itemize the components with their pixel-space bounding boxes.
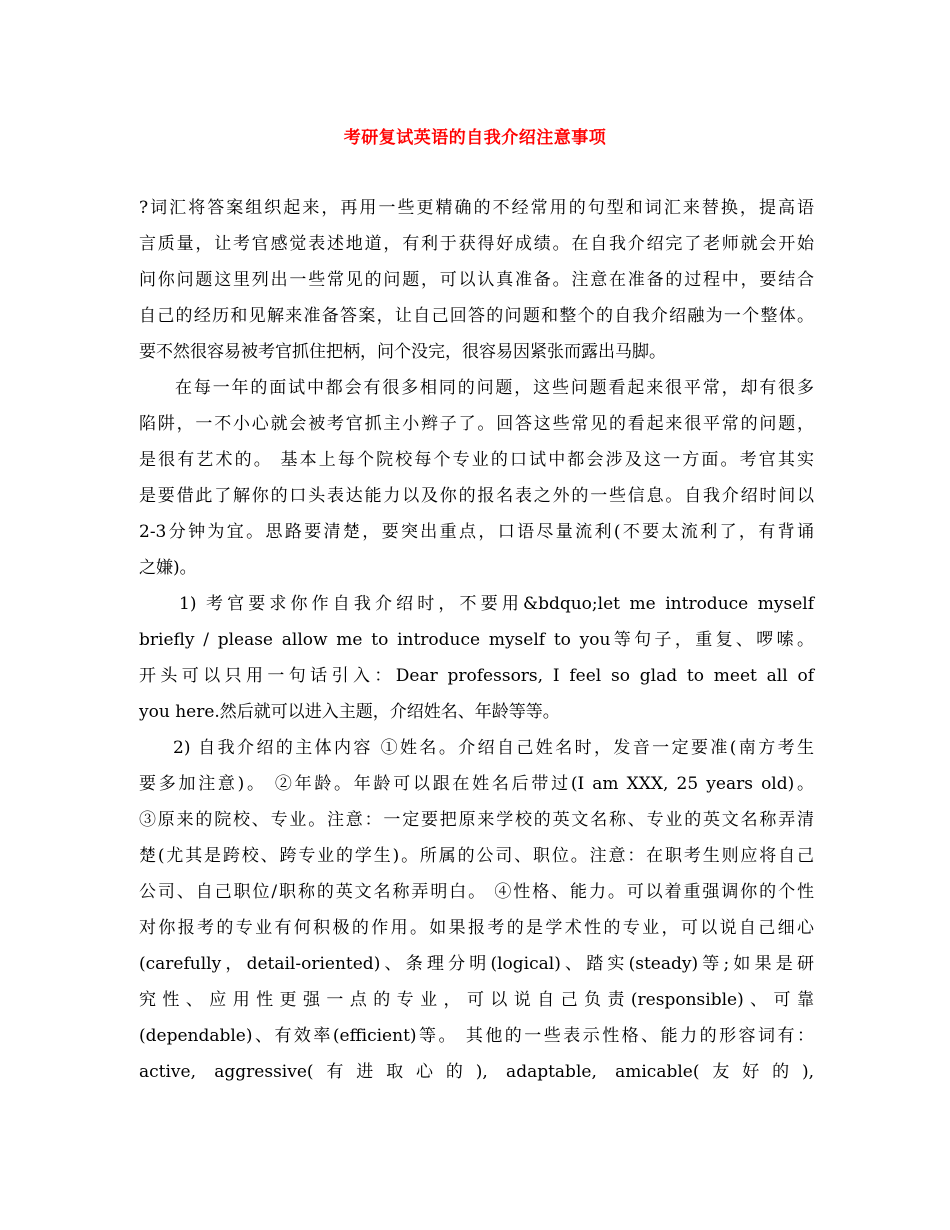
text-line: 究性、应用性更强一点的专业，可以说自己负责(responsible)、可靠	[139, 990, 814, 1010]
text-line: you here.然后就可以进入主题，介绍姓名、年龄等等。	[139, 702, 560, 722]
text-line: 在每一年的面试中都会有很多相同的问题，这些问题看起来很平常，却有很多	[175, 378, 814, 398]
text-line: 2) 自我介绍的主体内容 ①姓名。介绍自己姓名时，发音一定要准(南方考生	[173, 738, 814, 758]
text-line: 自己的经历和见解来准备答案，让自己回答的问题和整个的自我介绍融为一个整体。	[139, 306, 814, 326]
text-line: 对你报考的专业有何积极的作用。如果报考的是学术性的专业，可以说自己细心	[139, 918, 814, 938]
text-line: (carefully，detail-oriented)、条理分明(logical)、踏实(steady)等;如果是研	[139, 954, 814, 974]
document-title: 考研复试英语的自我介绍注意事项	[343, 128, 607, 148]
text-line: active, aggressive(有进取心的), adaptable, amicable(友好的),	[139, 1062, 814, 1082]
text-line: ③原来的院校、专业。注意：一定要把原来学校的英文名称、专业的英文名称弄清	[139, 810, 814, 830]
text-line: 问你问题这里列出一些常见的问题，可以认真准备。注意在准备的过程中，要结合	[139, 270, 814, 290]
text-line: briefly / please allow me to introduce myself to you等句子，重复、啰嗦。	[139, 630, 814, 650]
text-line: 要不然很容易被考官抓住把柄，问个没完，很容易因紧张而露出马脚。	[139, 342, 666, 362]
text-line: 陷阱，一不小心就会被考官抓主小辫子了。回答这些常见的看起来很平常的问题，	[139, 414, 814, 434]
text-line: 楚(尤其是跨校、跨专业的学生)。所属的公司、职位。注意：在职考生则应将自己	[139, 846, 814, 866]
text-line: 要多加注意)。 ②年龄。年龄可以跟在姓名后带过(I am XXX, 25 years old)。	[139, 774, 814, 794]
paragraph	[139, 190, 814, 370]
text-line: (dependable)、有效率(efficient)等。 其他的一些表示性格、能力的形容词有：	[139, 1026, 814, 1046]
text-line: 是很有艺术的。 基本上每个院校每个专业的口试中都会涉及这一方面。考官其实	[139, 450, 814, 470]
text-line: 之嫌)。	[139, 558, 197, 578]
document-body	[139, 190, 814, 1090]
text-line: 2-3分钟为宜。思路要清楚，要突出重点，口语尽量流利(不要太流利了，有背诵	[139, 522, 814, 542]
text-line: 公司、自己职位/职称的英文名称弄明白。 ④性格、能力。可以着重强调你的个性	[139, 882, 814, 902]
text-line: ?词汇将答案组织起来，再用一些更精确的不经常用的句型和词汇来替换，提高语	[139, 198, 814, 218]
text-line: 言质量，让考官感觉表述地道，有利于获得好成绩。在自我介绍完了老师就会开始	[139, 234, 814, 254]
paragraph	[139, 586, 814, 730]
text-line: 是要借此了解你的口头表达能力以及你的报名表之外的一些信息。自我介绍时间以	[139, 486, 814, 506]
paragraph	[139, 730, 814, 1090]
paragraph	[139, 370, 814, 586]
text-line: 开头可以只用一句话引入：Dear professors, I feel so glad to meet all of	[139, 666, 814, 686]
text-line: 1) 考官要求你作自我介绍时，不要用&bdquo;let me introduce myself	[179, 594, 814, 614]
